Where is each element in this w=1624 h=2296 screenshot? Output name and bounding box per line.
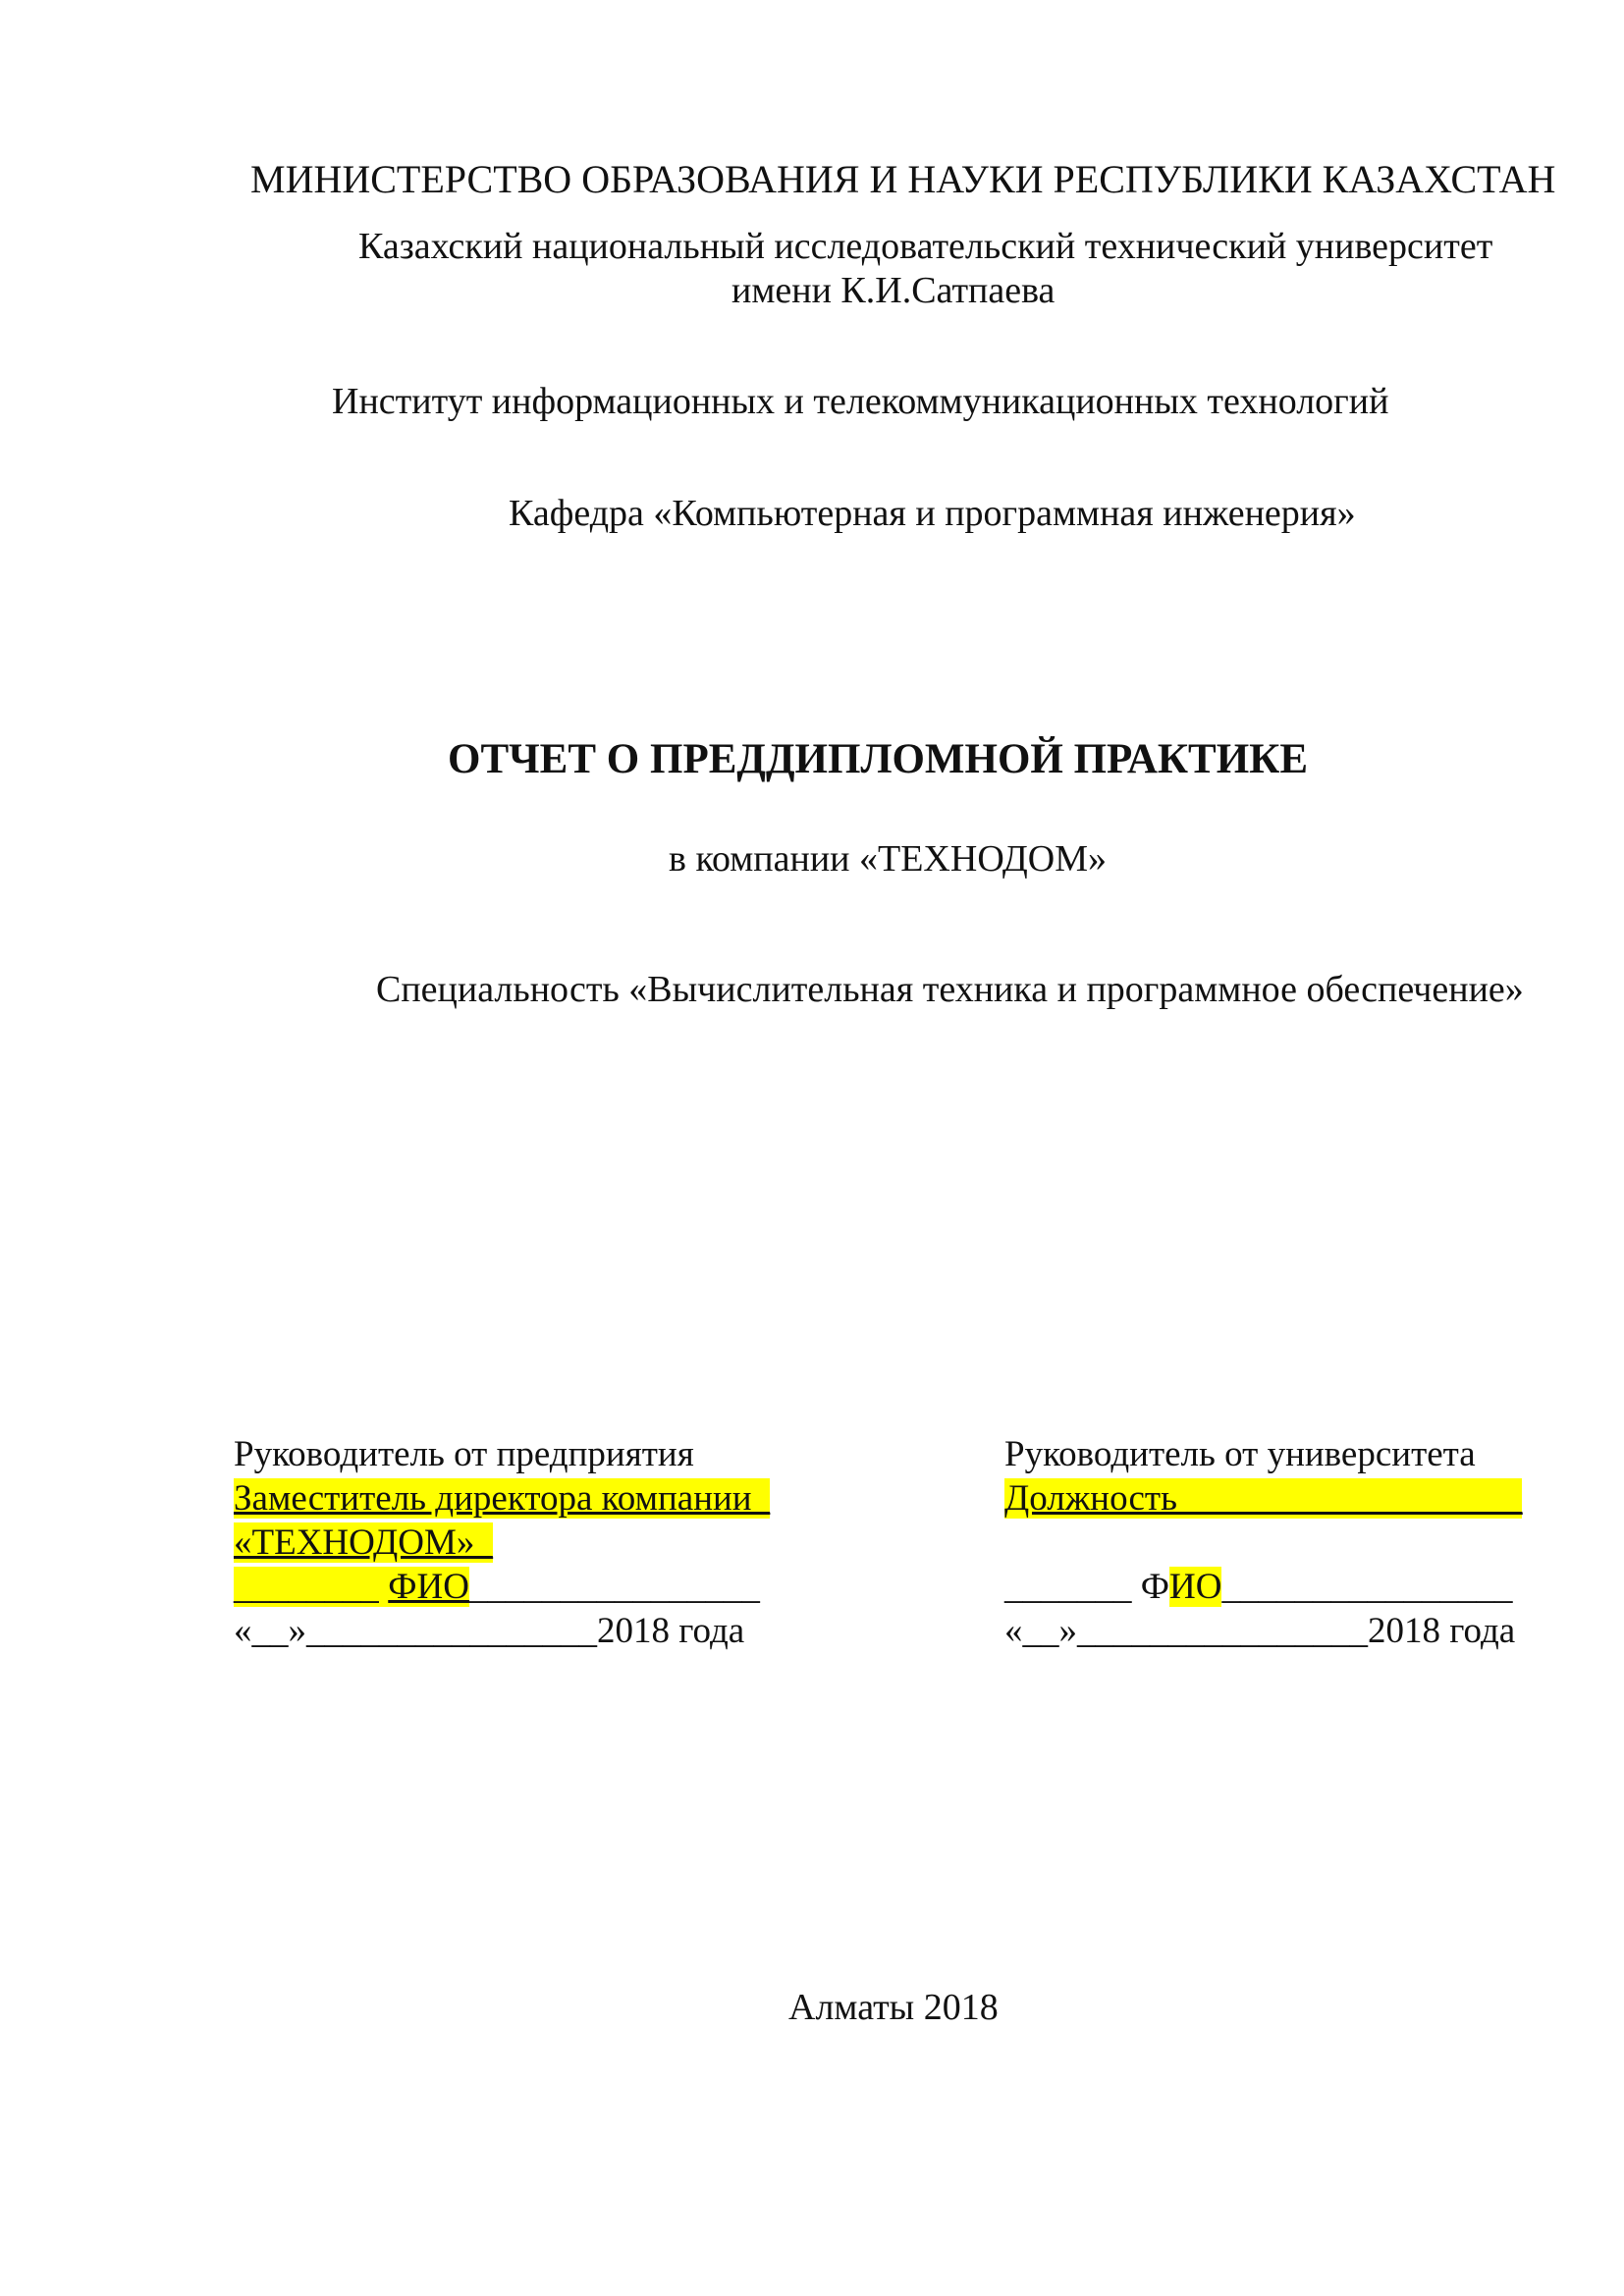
report-specialty: Специальность «Вычислительная техника и программное обеспечение» [376, 969, 1524, 1010]
city-year: Алматы 2018 [788, 1987, 999, 2028]
university-supervisor-heading: Руководитель от университета [1004, 1434, 1476, 1474]
university-date-line [1004, 1610, 1515, 1653]
enterprise-supervisor-name: ФИО [388, 1567, 469, 1607]
enterprise-supervisor-position-line1 [234, 1477, 770, 1521]
university-signature-blank: _______ Ф [1004, 1567, 1169, 1607]
enterprise-name-blank: ________________ [468, 1567, 760, 1607]
enterprise-company-text: «ТЕХНОДОМ»_ [234, 1522, 493, 1563]
enterprise-supervisor-position-line2 [234, 1522, 493, 1565]
ministry-title: МИНИСТЕРСТВО ОБРАЗОВАНИЯ И НАУКИ РЕСПУБЛИКИ КАЗАХСТАН [250, 157, 1556, 201]
department-name: Кафедра «Компьютерная и программная инженерия» [509, 493, 1356, 534]
enterprise-supervisor-name-line [234, 1566, 760, 1609]
enterprise-date-year: 2018 года [597, 1611, 745, 1651]
report-company: в компании «ТЕХНОДОМ» [669, 838, 1108, 880]
university-date-blank: ________________ [1077, 1611, 1368, 1651]
report-title: ОТЧЕТ О ПРЕДДИПЛОМНОЙ ПРАКТИКЕ [448, 736, 1309, 782]
university-supervisor-position-line [1004, 1477, 1522, 1521]
university-name-line2: имени К.И.Сатпаева [731, 270, 1056, 311]
university-date-day: «__» [1004, 1611, 1077, 1651]
university-name-blank: ________________ [1221, 1567, 1513, 1607]
enterprise-signature-blank: ________ [234, 1567, 379, 1607]
enterprise-date-blank: ________________ [306, 1611, 597, 1651]
university-name-line1: Казахский национальный исследовательский технический университет [358, 226, 1493, 267]
enterprise-date-line [234, 1610, 744, 1653]
university-date-year: 2018 года [1368, 1611, 1516, 1651]
enterprise-date-day: «__» [234, 1611, 306, 1651]
university-supervisor-name-line [1004, 1566, 1512, 1609]
enterprise-supervisor-heading: Руководитель от предприятия [234, 1434, 694, 1474]
institute-name: Институт информационных и телекоммуникационных технологий [332, 381, 1389, 422]
university-position-text: Должность___________________ [1004, 1478, 1523, 1519]
university-supervisor-name: ИО [1168, 1567, 1222, 1607]
enterprise-name-gap [379, 1567, 388, 1607]
enterprise-position-text: Заместитель директора компании_ [234, 1478, 771, 1519]
